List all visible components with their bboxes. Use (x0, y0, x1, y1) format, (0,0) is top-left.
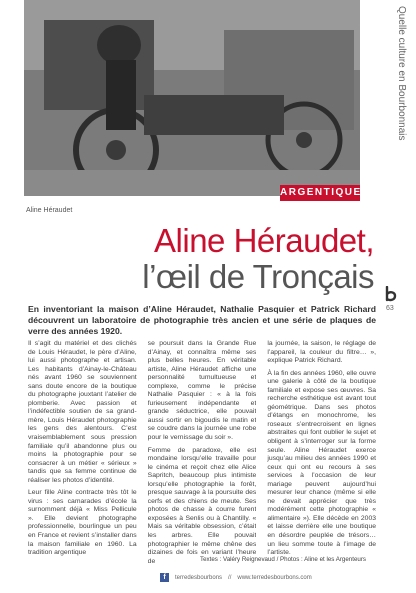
photo-credits: Textes : Valéry Reignevaud / Photos : Aline et les Argenteurs (200, 556, 367, 563)
website-link[interactable]: www.terredesbourbons.com (237, 574, 312, 581)
body-column-1 (28, 340, 137, 565)
article-body (28, 340, 376, 565)
article-title-line2: l’œil de Tronçais (142, 258, 374, 295)
paragraph: À la fin des années 1960, elle ouvre une galerie à côté de la boutique familiale et expose ses œuvres. Sa recherche esthétique est avant tout géométrique. Dans ses photos d’étangs en monochrome, les roseaux s’entrecroisent en lignes abstraites qui font oublier le sujet et obligent à s’interroger sur la forme seule. Aline Héraudet exerce jusqu’au milieu des années 1990 et ceux qui ont eu recours à ses services à l’occasion de leur mariage peuvent aujourd’hui mesurer leur chance (même si elle ne devait apprécier que très modérément cette photographie « alimentaire »). Elle décède en 2003 et laisse derrière elle une boutique en désordre peuplée de trésors… un lieu somme toute à l’image de l’artiste. (267, 369, 377, 557)
hero-photo (24, 0, 360, 196)
magazine-logo-icon (384, 286, 398, 302)
vintage-car-photo-illustration (24, 0, 360, 196)
paragraph: se poursuit dans la Grande Rue d’Ainay, et connaîtra même ses plus belles heures. En véritable artiste, Aline Héraudet affiche une personnalité tumultueuse et complexe, comme le précise Nathalie Pasquier : « à la fois furieusement indépendante et grande séductrice, elle pouvait aussi sortir en bigoudis le matin et se coudre dans la journée une robe pour le vernissage du soir ». (147, 340, 257, 442)
photo-caption: Aline Héraudet (26, 207, 73, 214)
side-running-title: Quelle culture en Bourbonnais (396, 6, 407, 141)
article-lead: En inventoriant la maison d’Aline Héraudet, Nathalie Pasquier et Patrick Richard découvrent un laboratoire de photographie très ancien et une série de plaques de verre des années 1920. (28, 304, 376, 336)
paragraph: Il s’agit du matériel et des clichés de Louis Héraudet, le père d’Aline, lui aussi photographe et artisan. Les habitants d’Ainay-le-Château nés avant 1960 se souviennent sans doute encore de la boutique du photographe jouxtant l’atelier de plomberie. Avec passion et l’indéfectible soutien de sa grand-mère, Louis Héraudet photographie les gens des alentours. C’est vraisemblablement sous pression familiale qu’il abandonne plus ou moins la photographie pour se consacrer à un métier « sérieux » tandis que sa femme continue de réaliser les photos d’identité. (28, 340, 137, 484)
footer-separator: // (228, 574, 232, 581)
facebook-handle[interactable]: terredesbourbons (175, 574, 223, 581)
body-column-3 (267, 340, 376, 565)
paragraph: la journée, la saison, le réglage de l’appareil, la couleur du filtre… », explique Patrick Richard. (267, 340, 377, 365)
body-column-2 (148, 340, 257, 565)
footer (160, 573, 312, 582)
page-number: 63 (386, 305, 394, 312)
paragraph: Leur fille Aline contracte très tôt le virus : ses camarades d’école la surnomment déjà « Miss Pellicule ». Elle devient photographe professionnelle, bourlingue un peu en France et revient s’installer dans la maison familiale en 1960. La tradition argentique (28, 489, 137, 557)
facebook-icon[interactable]: f (160, 573, 169, 582)
paragraph: Femme de paradoxe, elle est mondaine lorsqu’elle travaille pour le cinéma et reçoit chez elle Alice Sapritch, beaucoup plus intimiste lorsqu’elle photographie la forêt, presque sauvage à la poursuite des cerfs et des chiens de meute. Ses photos de chasse à courre furent exposées à Senlis ou à Chantilly. « Mais sa véritable obsession, c’était les arbres. Elle pouvait photographier le même chêne des dizaines de fois en variant l’heure de (147, 446, 257, 565)
section-tag: ARGENTIQUE (280, 185, 360, 201)
article-title-line1: Aline Héraudet, (154, 222, 374, 259)
